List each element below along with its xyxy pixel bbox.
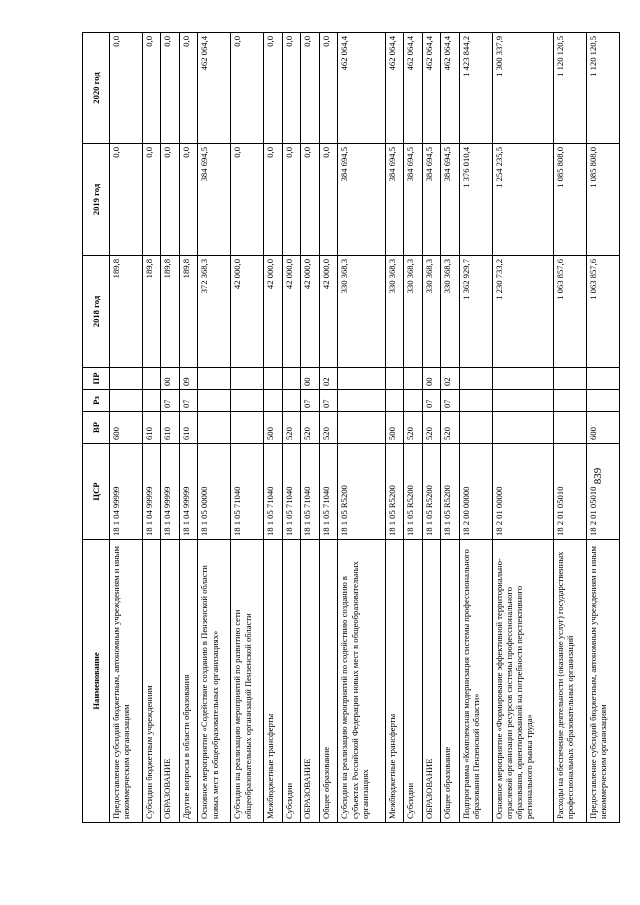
cell-y2018: 42 000,0: [264, 256, 283, 368]
cell-y2020: 0,0: [282, 33, 301, 144]
cell-vr: 520: [422, 412, 441, 444]
cell-rz: 07: [301, 390, 320, 412]
table-body: [110, 33, 620, 823]
cell-y2018: 189,8: [142, 256, 161, 368]
cell-y2020: 462 064,4: [441, 33, 460, 144]
cell-y2020: 0,0: [110, 33, 143, 144]
header-2018: 2018 год: [83, 256, 110, 368]
cell-name: Субсидии: [282, 540, 301, 823]
cell-y2018: 189,8: [179, 256, 198, 368]
cell-y2018: 1 362 929,7: [459, 256, 492, 368]
cell-y2018: 1 063 857,6: [554, 256, 587, 368]
cell-y2019: 0,0: [319, 144, 338, 256]
cell-y2020: 0,0: [231, 33, 264, 144]
cell-name: Субсидии на реализацию мероприятий по развитию сети общеобразовательных организаций Пензенской области: [231, 540, 264, 823]
cell-name: Основное мероприятие «Формирование эффективной территориально-отраслевой организации ресурсов системы профессионального образования, ориентированной на потребности перспективного регионального рынка труда»: [492, 540, 554, 823]
cell-rz: [264, 390, 283, 412]
cell-y2020: 0,0: [179, 33, 198, 144]
cell-y2020: 1 120 120,5: [586, 33, 619, 144]
cell-csr: 18 1 05 R5200: [422, 444, 441, 540]
table-row: [422, 33, 441, 823]
cell-pr: [554, 368, 587, 390]
table-row: [586, 33, 619, 823]
cell-csr: 18 1 05 71040: [319, 444, 338, 540]
table-row: [110, 33, 143, 823]
cell-y2018: 42 000,0: [301, 256, 320, 368]
cell-rz: 07: [161, 390, 180, 412]
table-row: [554, 33, 587, 823]
cell-rz: 07: [441, 390, 460, 412]
header-rz: Рз: [83, 390, 110, 412]
cell-y2019: 1 254 235,5: [492, 144, 554, 256]
cell-y2019: 1 085 808,0: [554, 144, 587, 256]
cell-rz: [586, 390, 619, 412]
cell-pr: [385, 368, 404, 390]
table-row: [404, 33, 423, 823]
cell-vr: [338, 412, 385, 444]
cell-y2020: 0,0: [161, 33, 180, 144]
cell-rz: 07: [422, 390, 441, 412]
cell-vr: 520: [441, 412, 460, 444]
table-row: [492, 33, 554, 823]
cell-pr: [492, 368, 554, 390]
cell-csr: 18 1 04 99999: [110, 444, 143, 540]
cell-csr: 18 1 05 71040: [264, 444, 283, 540]
cell-y2020: 0,0: [301, 33, 320, 144]
cell-rz: [110, 390, 143, 412]
cell-vr: 610: [142, 412, 161, 444]
cell-y2019: 384 694,5: [422, 144, 441, 256]
cell-y2020: 462 064,4: [338, 33, 385, 144]
header-csr: ЦСР: [83, 444, 110, 540]
cell-pr: [231, 368, 264, 390]
cell-name: Общее образование: [319, 540, 338, 823]
cell-y2018: 330 368,3: [385, 256, 404, 368]
cell-pr: [282, 368, 301, 390]
cell-csr: 18 1 05 71040: [301, 444, 320, 540]
cell-y2019: 0,0: [301, 144, 320, 256]
table-row: [319, 33, 338, 823]
cell-name: Субсидии на реализацию мероприятий по содействию созданию в субъектах Российской Федерации новых мест в общеобразовательных организациях: [338, 540, 385, 823]
cell-rz: 07: [319, 390, 338, 412]
cell-vr: 610: [179, 412, 198, 444]
cell-y2018: 42 000,0: [282, 256, 301, 368]
cell-y2020: 462 064,4: [422, 33, 441, 144]
cell-rz: [231, 390, 264, 412]
cell-pr: [338, 368, 385, 390]
cell-y2018: 372 368,3: [198, 256, 231, 368]
cell-rz: [385, 390, 404, 412]
cell-vr: 520: [319, 412, 338, 444]
table-row: [459, 33, 492, 823]
table-row: [385, 33, 404, 823]
table-row: [179, 33, 198, 823]
cell-name: Подпрограмма «Комплексная модернизация системы профессионального образования Пензенской области»: [459, 540, 492, 823]
cell-rz: [338, 390, 385, 412]
cell-y2018: 42 000,0: [231, 256, 264, 368]
cell-rz: [198, 390, 231, 412]
cell-rz: [554, 390, 587, 412]
cell-y2018: 189,8: [161, 256, 180, 368]
cell-y2019: 0,0: [264, 144, 283, 256]
table-header-row: [83, 33, 110, 823]
cell-name: Предоставление субсидий бюджетным, автономным учреждениям и иным некоммерческим организациям: [110, 540, 143, 823]
cell-y2019: 384 694,5: [198, 144, 231, 256]
cell-y2020: 462 064,4: [198, 33, 231, 144]
cell-csr: 18 1 04 99999: [142, 444, 161, 540]
cell-name: Субсидии бюджетным учреждениям: [142, 540, 161, 823]
cell-y2020: 0,0: [319, 33, 338, 144]
cell-csr: 18 1 04 99999: [161, 444, 180, 540]
cell-csr: 18 1 05 R5200: [338, 444, 385, 540]
cell-name: ОБРАЗОВАНИЕ: [161, 540, 180, 823]
cell-vr: 520: [282, 412, 301, 444]
cell-name: ОБРАЗОВАНИЕ: [422, 540, 441, 823]
table-row: [338, 33, 385, 823]
cell-y2019: 0,0: [231, 144, 264, 256]
cell-vr: 500: [385, 412, 404, 444]
cell-pr: 09: [179, 368, 198, 390]
table-row: [264, 33, 283, 823]
cell-name: Субсидии: [404, 540, 423, 823]
cell-csr: 18 1 04 99999: [179, 444, 198, 540]
cell-rz: 07: [179, 390, 198, 412]
cell-vr: [492, 412, 554, 444]
cell-name: Основное мероприятие «Содействие созданию в Пензенской области новых мест в общеобразовательных организациях»: [198, 540, 231, 823]
cell-csr: 18 1 05 00000: [198, 444, 231, 540]
cell-vr: 600: [586, 412, 619, 444]
rotated-table-container: [82, 33, 620, 823]
cell-pr: [404, 368, 423, 390]
cell-rz: [404, 390, 423, 412]
cell-rz: [142, 390, 161, 412]
cell-vr: 600: [110, 412, 143, 444]
cell-y2019: 384 694,5: [441, 144, 460, 256]
table-row: [142, 33, 161, 823]
cell-name: Межбюджетные трансферты: [264, 540, 283, 823]
cell-y2018: 42 000,0: [319, 256, 338, 368]
cell-pr: [586, 368, 619, 390]
cell-vr: [459, 412, 492, 444]
table-row: [441, 33, 460, 823]
cell-vr: 610: [161, 412, 180, 444]
cell-y2018: 330 368,3: [422, 256, 441, 368]
table-row: [198, 33, 231, 823]
header-2019: 2019 год: [83, 144, 110, 256]
cell-pr: 00: [301, 368, 320, 390]
cell-csr: 18 2 01 05010: [586, 444, 619, 540]
header-pr: ПР: [83, 368, 110, 390]
cell-pr: [459, 368, 492, 390]
table-row: [231, 33, 264, 823]
header-name: Наименование: [83, 540, 110, 823]
cell-pr: [142, 368, 161, 390]
cell-y2019: 0,0: [110, 144, 143, 256]
cell-y2019: 0,0: [179, 144, 198, 256]
cell-pr: 02: [319, 368, 338, 390]
cell-y2019: 384 694,5: [338, 144, 385, 256]
cell-vr: 520: [404, 412, 423, 444]
cell-csr: 18 1 05 R5200: [404, 444, 423, 540]
cell-y2019: 384 694,5: [404, 144, 423, 256]
cell-y2020: 462 064,4: [385, 33, 404, 144]
cell-vr: [554, 412, 587, 444]
budget-table: [82, 32, 620, 823]
cell-y2019: 0,0: [282, 144, 301, 256]
cell-pr: [264, 368, 283, 390]
cell-vr: [231, 412, 264, 444]
cell-csr: 18 2 01 05010: [554, 444, 587, 540]
cell-pr: 02: [441, 368, 460, 390]
cell-y2019: 0,0: [161, 144, 180, 256]
cell-csr: 18 1 05 R5200: [385, 444, 404, 540]
table-row: [282, 33, 301, 823]
cell-y2018: 1 063 857,6: [586, 256, 619, 368]
cell-y2019: 0,0: [142, 144, 161, 256]
cell-pr: [110, 368, 143, 390]
table-row: [161, 33, 180, 823]
cell-y2019: 1 085 808,0: [586, 144, 619, 256]
cell-y2019: 384 694,5: [385, 144, 404, 256]
cell-y2018: 1 230 733,2: [492, 256, 554, 368]
cell-y2020: 1 423 844,2: [459, 33, 492, 144]
cell-y2018: 330 368,3: [441, 256, 460, 368]
cell-y2019: 1 376 010,4: [459, 144, 492, 256]
cell-name: Межбюджетные трансферты: [385, 540, 404, 823]
cell-y2020: 1 300 337,9: [492, 33, 554, 144]
cell-y2018: 189,8: [110, 256, 143, 368]
cell-rz: [459, 390, 492, 412]
cell-csr: 18 1 05 71040: [282, 444, 301, 540]
cell-name: Общее образование: [441, 540, 460, 823]
cell-rz: [492, 390, 554, 412]
cell-rz: [282, 390, 301, 412]
cell-csr: 18 1 05 71040: [231, 444, 264, 540]
cell-y2020: 0,0: [142, 33, 161, 144]
cell-csr: 18 1 05 R5200: [441, 444, 460, 540]
cell-name: Расходы на обеспечение деятельности (оказание услуг) государственных профессиональных образовательных организаций: [554, 540, 587, 823]
cell-pr: [198, 368, 231, 390]
cell-name: ОБРАЗОВАНИЕ: [301, 540, 320, 823]
table-row: [301, 33, 320, 823]
cell-vr: [198, 412, 231, 444]
cell-y2020: 0,0: [264, 33, 283, 144]
cell-y2020: 462 064,4: [404, 33, 423, 144]
cell-name: Другие вопросы в области образования: [179, 540, 198, 823]
cell-vr: 500: [264, 412, 283, 444]
cell-y2018: 330 368,3: [404, 256, 423, 368]
cell-csr: 18 2 01 00000: [492, 444, 554, 540]
cell-vr: 520: [301, 412, 320, 444]
header-vr: ВР: [83, 412, 110, 444]
cell-pr: 00: [422, 368, 441, 390]
cell-csr: 18 2 00 00000: [459, 444, 492, 540]
page-number: 839: [592, 467, 604, 485]
cell-pr: 00: [161, 368, 180, 390]
cell-y2018: 330 368,3: [338, 256, 385, 368]
cell-y2020: 1 120 120,5: [554, 33, 587, 144]
cell-name: Предоставление субсидий бюджетным, автономным учреждениям и иным некоммерческим организациям: [586, 540, 619, 823]
header-2020: 2020 год: [83, 33, 110, 144]
